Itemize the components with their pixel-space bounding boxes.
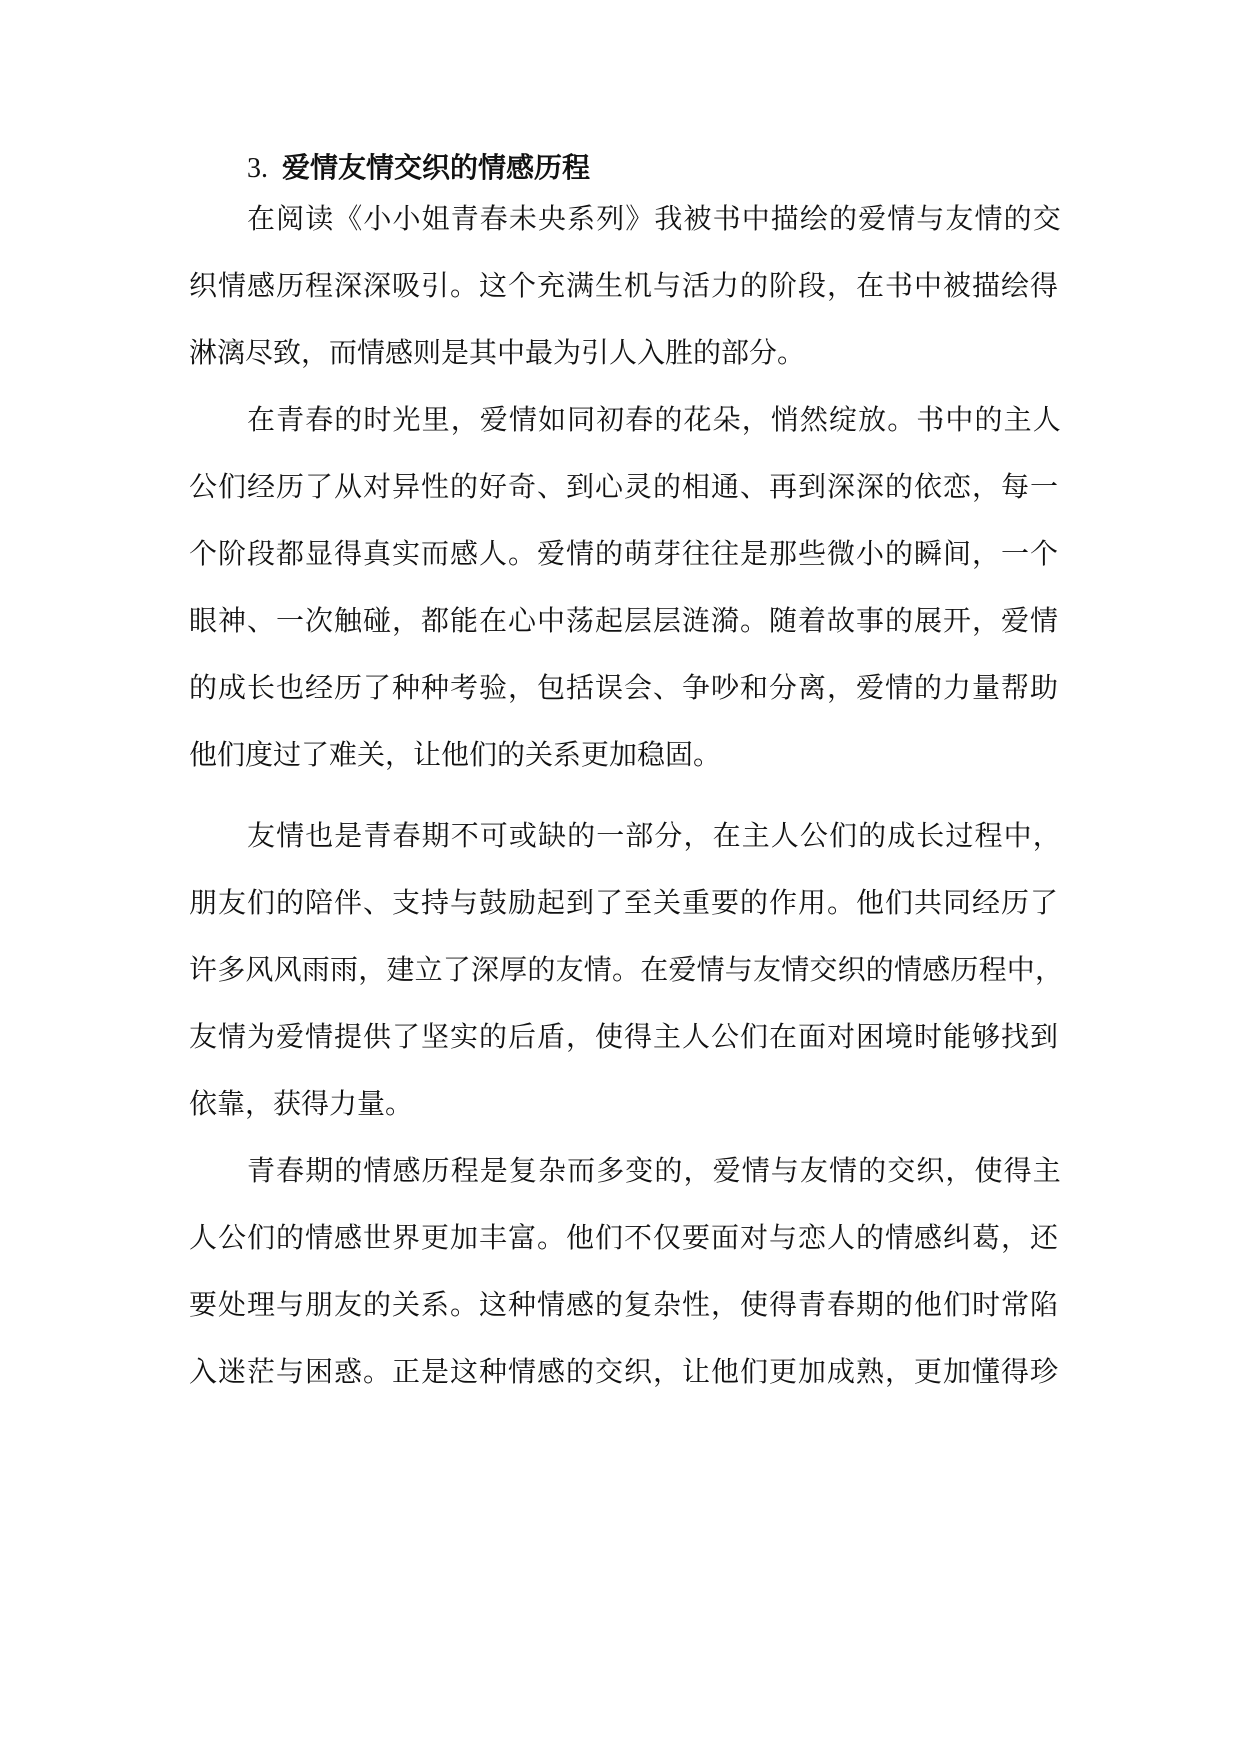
text-line: 依靠，获得力量。 (189, 1087, 414, 1120)
text-line: 友情也是青春期不可或缺的一部分，在主人公们的成长过程中， (247, 819, 1062, 852)
text-line: 个阶段都显得真实而感人。爱情的萌芽往往是那些微小的瞬间，一个 (189, 537, 1060, 570)
text-line: 青春期的情感历程是复杂而多变的，爱情与友情的交织，使得主 (247, 1154, 1062, 1187)
text-line: 的成长也经历了种种考验，包括误会、争吵和分离，爱情的力量帮助 (189, 671, 1060, 704)
section-heading (247, 148, 590, 189)
text-line: 眼神、一次触碰，都能在心中荡起层层涟漪。随着故事的展开，爱情 (189, 604, 1060, 637)
text-line: 要处理与朋友的关系。这种情感的复杂性，使得青春期的他们时常陷 (189, 1288, 1060, 1321)
text-line: 织情感历程深深吸引。这个充满生机与活力的阶段，在书中被描绘得 (189, 269, 1060, 302)
text-line: 他们度过了难关，让他们的关系更加稳固。 (189, 738, 722, 771)
text-line: 在阅读《小小姐青春未央系列》我被书中描绘的爱情与友情的交 (247, 202, 1062, 235)
section-title: 爱情友情交织的情感历程 (282, 151, 591, 184)
text-line: 许多风风雨雨，建立了深厚的友情。在爱情与友情交织的情感历程中， (189, 953, 1064, 986)
text-line: 在青春的时光里，爱情如同初春的花朵，悄然绽放。书中的主人 (247, 403, 1062, 436)
text-line: 友情为爱情提供了坚实的后盾，使得主人公们在面对困境时能够找到 (189, 1020, 1060, 1053)
text-line: 淋漓尽致，而情感则是其中最为引人入胜的部分。 (189, 336, 806, 369)
section-number: 3. (247, 153, 268, 184)
text-line: 人公们的情感世界更加丰富。他们不仅要面对与恋人的情感纠葛，还 (189, 1221, 1060, 1254)
text-line: 入迷茫与困惑。正是这种情感的交织，让他们更加成熟，更加懂得珍 (189, 1355, 1060, 1388)
text-line: 朋友们的陪伴、支持与鼓励起到了至关重要的作用。他们共同经历了 (189, 886, 1060, 919)
text-line: 公们经历了从对异性的好奇、到心灵的相通、再到深深的依恋，每一 (189, 470, 1060, 503)
